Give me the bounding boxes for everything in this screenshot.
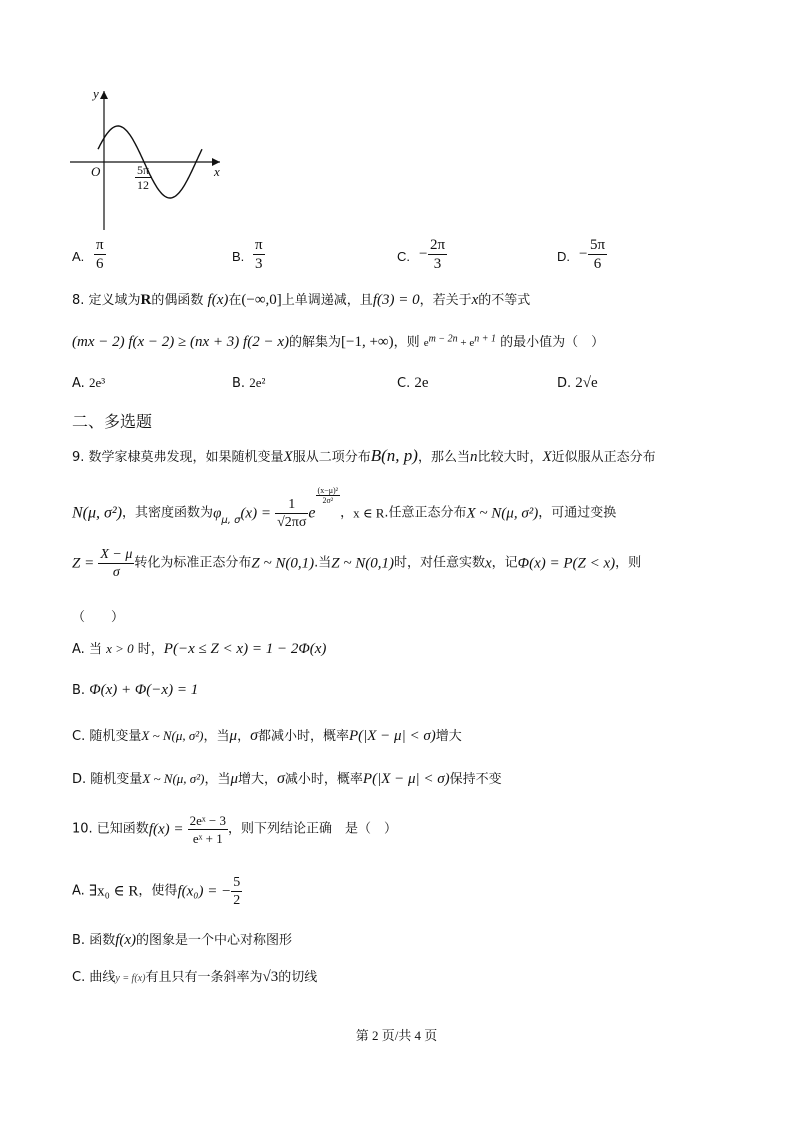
axis-x-label: x [214,164,220,179]
q7-choice-b-label[interactable]: B. [232,249,245,264]
origin-label: O [91,164,101,179]
q7-choice-b-value: $\frac{\pi}{3}$ [255,237,263,272]
section-heading: 二、多选题 [72,412,153,431]
q9-line-3: Z = $\frac{X - \mu}{\sigma}$ 转化为标准正态分布Z ~ N(0,1).当Z ~ N(0,1)时，对任意实数x，记Φ(x) = P(Z < x)，则 [72,547,642,580]
q8-choice-c[interactable]: C. 2e [397,375,429,391]
q10-option-c[interactable]: C. 曲线y = f(x)有且只有一条斜率为√3的切线 [72,969,318,985]
q7-choice-a-value: $\frac{\pi}{6}$ [96,237,104,272]
q7-choice-c-value: $\frac{2\pi}{3}$ [430,237,446,272]
q10-stem: 10. 已知函数f(x) = $\frac{\text{2eˣ − 3}}{\text{eˣ + 1}}$ ，则下列结论正确 是（ ） [72,813,398,846]
q7-choice-d-sign: − [579,246,588,262]
q9-option-d[interactable]: D. 随机变量X ~ N(μ, σ²)，当μ增大，σ减小时，概率P(|X − μ| < σ)保持不变 [72,770,502,787]
q8-line-2: (mx − 2) f(x − 2) ≥ (nx + 3) f(2 − x)的解集为[−1, +∞)，则 $e^{m - 2n} + e^{n + 1}$ 的最小值为（ ） [72,333,605,350]
q8-choice-d[interactable]: D. 2√e [557,375,598,391]
q9-option-b[interactable]: B. Φ(x) + Φ(−x) = 1 [72,682,199,698]
q8-choice-b[interactable]: B. 2e² [232,375,266,391]
q8-line-1: 8. 定义域为R的偶函数 f(x)在(−∞,0]上单调递减，且f(3) = 0，若关于x的不等式 [72,292,531,308]
q10-option-b[interactable]: B. 函数f(x)的图象是一个中心对称图形 [72,932,293,948]
tick-label-5pi-12: $\frac{5\pi}{12}$ [137,163,150,192]
q9-answer-paren: （ ） [72,610,125,625]
q9-line-2: N(μ, σ²)，其密度函数为$\varphi_{\mu, \sigma}(x)$ = $\frac{1}{√2\pi\sigma}$ e $\frac{\text{(x−μ)²}}{\text{2σ²}}$ ，x ∈ R.任意正态分布X ~ N(μ, σ²)，可通过变换 [72,486,617,530]
page-footer: 第 2 页/共 4 页 [355,1028,438,1043]
axis-y-label: y [93,86,99,101]
q7-choice-d-value: $\frac{5\pi}{6}$ [590,237,606,272]
q9-option-c[interactable]: C. 随机变量X ~ N(μ, σ²)，当μ，σ都减小时，概率P(|X − μ| < σ)增大 [72,727,462,744]
q9-line-1: 9. 数学家棣莫弗发现，如果随机变量X服从二项分布B(n, p)，那么当n比较大时，X近似服从正态分布 [72,446,656,465]
q7-choice-d-label[interactable]: D. [557,249,570,264]
q7-choice-a-label[interactable]: A. [72,249,85,264]
q10-option-a[interactable]: A. ∃x₀ ∈ R，使得f(x₀) = − $\frac{5}{2}$ [72,875,241,908]
q8-choice-a[interactable]: A. 2e³ [72,375,106,391]
q9-option-a[interactable]: A. 当 x > 0 时，P(−x ≤ Z < x) = 1 − 2Φ(x) [72,641,327,657]
sine-graph [60,85,230,235]
q7-choice-c-sign: − [419,246,428,262]
q7-choice-c-label[interactable]: C. [397,249,410,264]
q8-expression: $e^{m - 2n} + e^{n + 1}$ [423,333,496,349]
